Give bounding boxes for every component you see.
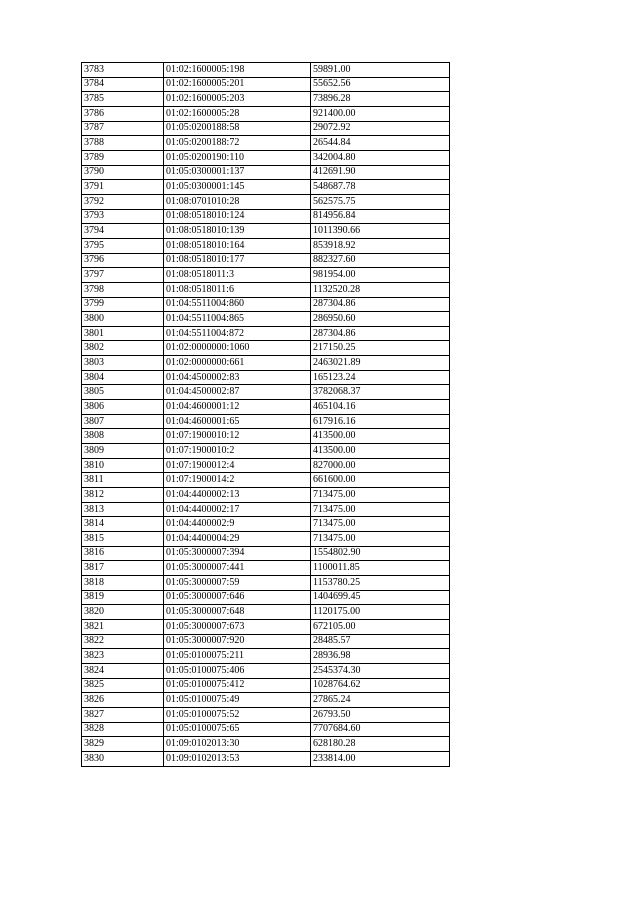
value-cell: 661600.00 (311, 473, 450, 488)
table-row (82, 751, 450, 766)
row-number-cell: 3785 (82, 92, 164, 107)
row-number-cell: 3818 (82, 575, 164, 590)
row-number-cell: 3814 (82, 517, 164, 532)
row-number-cell: 3810 (82, 458, 164, 473)
value-cell: 26793.50 (311, 707, 450, 722)
row-number-cell: 3790 (82, 165, 164, 180)
table-row (82, 326, 450, 341)
row-number-cell: 3806 (82, 400, 164, 415)
table-row (82, 693, 450, 708)
table-row (82, 385, 450, 400)
row-number-cell: 3799 (82, 297, 164, 312)
row-number-cell: 3819 (82, 590, 164, 605)
row-number-cell: 3787 (82, 121, 164, 136)
row-number-cell: 3784 (82, 77, 164, 92)
row-number-cell: 3812 (82, 488, 164, 503)
cadastral-number-cell: 01:05:0100075:49 (164, 693, 311, 708)
cadastral-number-cell: 01:08:0518010:164 (164, 238, 311, 253)
value-cell: 165123.24 (311, 370, 450, 385)
value-cell: 342004.80 (311, 150, 450, 165)
value-cell: 921400.00 (311, 106, 450, 121)
table-row (82, 312, 450, 327)
table-row (82, 282, 450, 297)
row-number-cell: 3827 (82, 707, 164, 722)
cadastral-number-cell: 01:04:5511004:872 (164, 326, 311, 341)
value-cell: 713475.00 (311, 532, 450, 547)
value-cell: 713475.00 (311, 502, 450, 517)
row-number-cell: 3795 (82, 238, 164, 253)
cadastral-number-cell: 01:05:0100075:211 (164, 649, 311, 664)
value-cell: 562575.75 (311, 194, 450, 209)
cadastral-number-cell: 01:05:0100075:52 (164, 707, 311, 722)
table-row (82, 136, 450, 151)
row-number-cell: 3808 (82, 429, 164, 444)
value-cell: 1011390.66 (311, 224, 450, 239)
table-row (82, 444, 450, 459)
table-row (82, 634, 450, 649)
table-row (82, 737, 450, 752)
value-cell: 59891.00 (311, 63, 450, 78)
cadastral-number-cell: 01:04:4400002:13 (164, 488, 311, 503)
value-cell: 1404699.45 (311, 590, 450, 605)
row-number-cell: 3794 (82, 224, 164, 239)
cadastral-number-cell: 01:08:0701010:28 (164, 194, 311, 209)
cadastral-number-cell: 01:05:0100075:406 (164, 663, 311, 678)
value-cell: 27865.24 (311, 693, 450, 708)
value-cell: 814956.84 (311, 209, 450, 224)
cadastral-number-cell: 01:04:5511004:865 (164, 312, 311, 327)
value-cell: 217150.25 (311, 341, 450, 356)
cadastral-number-cell: 01:05:0300001:137 (164, 165, 311, 180)
table-row (82, 561, 450, 576)
value-cell: 1028764.62 (311, 678, 450, 693)
table-row (82, 517, 450, 532)
row-number-cell: 3802 (82, 341, 164, 356)
table-row (82, 619, 450, 634)
table-row (82, 268, 450, 283)
cadastral-number-cell: 01:05:3000007:648 (164, 605, 311, 620)
row-number-cell: 3823 (82, 649, 164, 664)
table-row (82, 575, 450, 590)
table-row (82, 370, 450, 385)
table-row (82, 92, 450, 107)
value-cell: 413500.00 (311, 444, 450, 459)
cadastral-number-cell: 01:08:0518011:6 (164, 282, 311, 297)
cadastral-number-cell: 01:07:1900012:4 (164, 458, 311, 473)
cadastral-number-cell: 01:09:0102013:30 (164, 737, 311, 752)
table-row (82, 194, 450, 209)
cadastral-number-cell: 01:04:4500002:87 (164, 385, 311, 400)
value-cell: 28936.98 (311, 649, 450, 664)
cadastral-number-cell: 01:05:3000007:441 (164, 561, 311, 576)
cadastral-number-cell: 01:02:1600005:201 (164, 77, 311, 92)
table-row (82, 532, 450, 547)
value-cell: 233814.00 (311, 751, 450, 766)
cadastral-number-cell: 01:08:0518010:139 (164, 224, 311, 239)
value-cell: 548687.78 (311, 180, 450, 195)
cadastral-number-cell: 01:05:3000007:394 (164, 546, 311, 561)
value-cell: 73896.28 (311, 92, 450, 107)
value-cell: 853918.92 (311, 238, 450, 253)
cadastral-number-cell: 01:04:4400004:29 (164, 532, 311, 547)
table-row (82, 297, 450, 312)
row-number-cell: 3807 (82, 414, 164, 429)
table-row (82, 546, 450, 561)
cadastral-number-cell: 01:05:3000007:59 (164, 575, 311, 590)
row-number-cell: 3791 (82, 180, 164, 195)
row-number-cell: 3789 (82, 150, 164, 165)
row-number-cell: 3824 (82, 663, 164, 678)
row-number-cell: 3798 (82, 282, 164, 297)
row-number-cell: 3783 (82, 63, 164, 78)
value-cell: 413500.00 (311, 429, 450, 444)
cadastral-number-cell: 01:07:1900014:2 (164, 473, 311, 488)
cadastral-number-cell: 01:05:0300001:145 (164, 180, 311, 195)
cadastral-number-cell: 01:09:0102013:53 (164, 751, 311, 766)
table-row (82, 121, 450, 136)
table-row (82, 224, 450, 239)
data-table (81, 62, 450, 767)
cadastral-number-cell: 01:07:1900010:12 (164, 429, 311, 444)
value-cell: 1153780.25 (311, 575, 450, 590)
cadastral-number-cell: 01:04:4600001:12 (164, 400, 311, 415)
row-number-cell: 3805 (82, 385, 164, 400)
row-number-cell: 3797 (82, 268, 164, 283)
row-number-cell: 3815 (82, 532, 164, 547)
row-number-cell: 3822 (82, 634, 164, 649)
table-row (82, 356, 450, 371)
row-number-cell: 3816 (82, 546, 164, 561)
cadastral-number-cell: 01:04:4400002:9 (164, 517, 311, 532)
row-number-cell: 3820 (82, 605, 164, 620)
cadastral-number-cell: 01:08:0518010:177 (164, 253, 311, 268)
cadastral-number-cell: 01:02:1600005:198 (164, 63, 311, 78)
value-cell: 465104.16 (311, 400, 450, 415)
cadastral-number-cell: 01:05:0200190:110 (164, 150, 311, 165)
table-row (82, 209, 450, 224)
value-cell: 827000.00 (311, 458, 450, 473)
cadastral-number-cell: 01:02:1600005:28 (164, 106, 311, 121)
table-row (82, 106, 450, 121)
cadastral-number-cell: 01:04:4500002:83 (164, 370, 311, 385)
value-cell: 287304.86 (311, 297, 450, 312)
cadastral-number-cell: 01:07:1900010:2 (164, 444, 311, 459)
table-row (82, 77, 450, 92)
value-cell: 981954.00 (311, 268, 450, 283)
table-row (82, 605, 450, 620)
cadastral-number-cell: 01:05:3000007:673 (164, 619, 311, 634)
value-cell: 2463021.89 (311, 356, 450, 371)
value-cell: 28485.57 (311, 634, 450, 649)
cadastral-number-cell: 01:04:4400002:17 (164, 502, 311, 517)
table-row (82, 707, 450, 722)
value-cell: 713475.00 (311, 488, 450, 503)
value-cell: 1554802.90 (311, 546, 450, 561)
value-cell: 286950.60 (311, 312, 450, 327)
table-row (82, 473, 450, 488)
table-row (82, 458, 450, 473)
row-number-cell: 3828 (82, 722, 164, 737)
cadastral-number-cell: 01:05:0200188:72 (164, 136, 311, 151)
row-number-cell: 3796 (82, 253, 164, 268)
cadastral-number-cell: 01:04:5511004:860 (164, 297, 311, 312)
value-cell: 1120175.00 (311, 605, 450, 620)
value-cell: 26544.84 (311, 136, 450, 151)
row-number-cell: 3803 (82, 356, 164, 371)
table-row (82, 238, 450, 253)
value-cell: 882327.60 (311, 253, 450, 268)
cadastral-number-cell: 01:05:3000007:920 (164, 634, 311, 649)
table-row (82, 502, 450, 517)
row-number-cell: 3826 (82, 693, 164, 708)
table-row (82, 414, 450, 429)
value-cell: 1100011.85 (311, 561, 450, 576)
cadastral-number-cell: 01:05:3000007:646 (164, 590, 311, 605)
row-number-cell: 3801 (82, 326, 164, 341)
value-cell: 2545374.30 (311, 663, 450, 678)
cadastral-number-cell: 01:02:0000000:661 (164, 356, 311, 371)
value-cell: 7707684.60 (311, 722, 450, 737)
row-number-cell: 3793 (82, 209, 164, 224)
value-cell: 55652.56 (311, 77, 450, 92)
row-number-cell: 3817 (82, 561, 164, 576)
table-row (82, 678, 450, 693)
value-cell: 29072.92 (311, 121, 450, 136)
cadastral-number-cell: 01:05:0100075:65 (164, 722, 311, 737)
table-row (82, 722, 450, 737)
value-cell: 713475.00 (311, 517, 450, 532)
row-number-cell: 3821 (82, 619, 164, 634)
cadastral-number-cell: 01:08:0518010:124 (164, 209, 311, 224)
table-row (82, 165, 450, 180)
table-row (82, 253, 450, 268)
row-number-cell: 3811 (82, 473, 164, 488)
table-row (82, 649, 450, 664)
row-number-cell: 3829 (82, 737, 164, 752)
row-number-cell: 3792 (82, 194, 164, 209)
table-row (82, 663, 450, 678)
table-row (82, 400, 450, 415)
cadastral-number-cell: 01:02:0000000:1060 (164, 341, 311, 356)
table-row (82, 150, 450, 165)
row-number-cell: 3800 (82, 312, 164, 327)
value-cell: 287304.86 (311, 326, 450, 341)
table-row (82, 590, 450, 605)
table-row (82, 341, 450, 356)
row-number-cell: 3788 (82, 136, 164, 151)
table-row (82, 63, 450, 78)
cadastral-number-cell: 01:04:4600001:65 (164, 414, 311, 429)
row-number-cell: 3786 (82, 106, 164, 121)
row-number-cell: 3813 (82, 502, 164, 517)
value-cell: 1132520.28 (311, 282, 450, 297)
value-cell: 628180.28 (311, 737, 450, 752)
row-number-cell: 3830 (82, 751, 164, 766)
cadastral-number-cell: 01:05:0100075:412 (164, 678, 311, 693)
cadastral-number-cell: 01:05:0200188:58 (164, 121, 311, 136)
table-row (82, 429, 450, 444)
row-number-cell: 3809 (82, 444, 164, 459)
cadastral-number-cell: 01:02:1600005:203 (164, 92, 311, 107)
cadastral-number-cell: 01:08:0518011:3 (164, 268, 311, 283)
table-body (82, 63, 450, 767)
value-cell: 617916.16 (311, 414, 450, 429)
row-number-cell: 3804 (82, 370, 164, 385)
row-number-cell: 3825 (82, 678, 164, 693)
table-row (82, 180, 450, 195)
table-row (82, 488, 450, 503)
value-cell: 3782068.37 (311, 385, 450, 400)
value-cell: 412691.90 (311, 165, 450, 180)
value-cell: 672105.00 (311, 619, 450, 634)
